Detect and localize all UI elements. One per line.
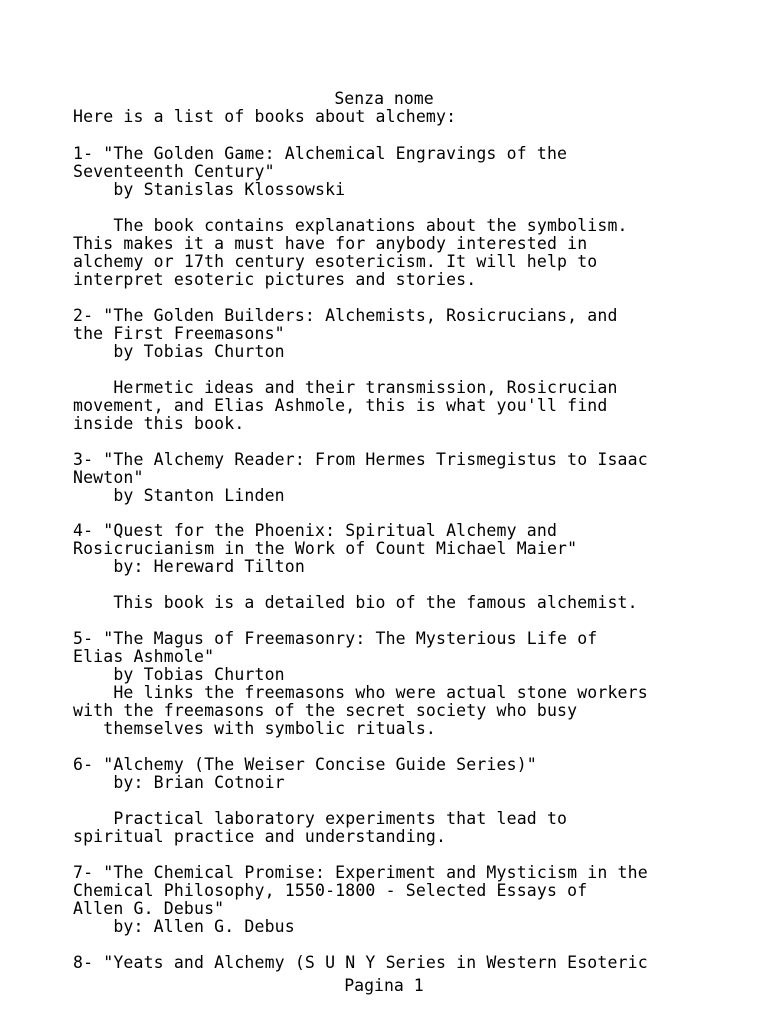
text-line: by: Brian Cotnoir bbox=[73, 773, 285, 792]
text-line: by Stanislas Klossowski bbox=[73, 180, 346, 199]
text-line: alchemy or 17th century esotericism. It will help to bbox=[73, 252, 598, 271]
text-line: themselves with symbolic rituals. bbox=[73, 719, 437, 738]
text-line: The book contains explanations about the symbolism. bbox=[73, 216, 628, 235]
text-line: Seventeenth Century" bbox=[73, 162, 275, 181]
text-line: 4- "Quest for the Phoenix: Spiritual Alchemy and bbox=[73, 521, 558, 540]
text-line: 5- "The Magus of Freemasonry: The Mysterious Life of bbox=[73, 629, 598, 648]
text-line: Newton" bbox=[73, 468, 144, 487]
text-line: movement, and Elias Ashmole, this is what you'll find bbox=[73, 396, 608, 415]
text-line: 8- "Yeats and Alchemy (S U N Y Series in Western Esoteric bbox=[73, 953, 648, 972]
text-line: Allen G. Debus" bbox=[73, 899, 225, 918]
text-line: This makes it a must have for anybody interested in bbox=[73, 234, 588, 253]
text-line: 1- "The Golden Game: Alchemical Engravings of the bbox=[73, 144, 568, 163]
text-line: Hermetic ideas and their transmission, Rosicrucian bbox=[73, 378, 618, 397]
text-line: Rosicrucianism in the Work of Count Michael Maier" bbox=[73, 539, 578, 558]
text-line: This book is a detailed bio of the famous alchemist. bbox=[73, 593, 638, 612]
text-line: inside this book. bbox=[73, 414, 245, 433]
text-line: 6- "Alchemy (The Weiser Concise Guide Series)" bbox=[73, 755, 537, 774]
text-line: interpret esoteric pictures and stories. bbox=[73, 270, 477, 289]
text-line: by Tobias Churton bbox=[73, 665, 285, 684]
text-line: He links the freemasons who were actual stone workers bbox=[73, 683, 648, 702]
text-line: by: Hereward Tilton bbox=[73, 557, 305, 576]
text-line: by Tobias Churton bbox=[73, 342, 285, 361]
text-line: 7- "The Chemical Promise: Experiment and Mysticism in the bbox=[73, 863, 648, 882]
text-line: spiritual practice and understanding. bbox=[73, 827, 447, 846]
text-line: Chemical Philosophy, 1550-1800 - Selected Essays of bbox=[73, 881, 588, 900]
text-line: 3- "The Alchemy Reader: From Hermes Trismegistus to Isaac bbox=[73, 450, 648, 469]
text-line: 2- "The Golden Builders: Alchemists, Rosicrucians, and bbox=[73, 306, 618, 325]
text-line: the First Freemasons" bbox=[73, 324, 285, 343]
text-line: by: Allen G. Debus bbox=[73, 917, 295, 936]
text-line: with the freemasons of the secret society who busy bbox=[73, 701, 578, 720]
text-line: Practical laboratory experiments that lead to bbox=[73, 809, 568, 828]
document-title: Senza nome bbox=[334, 89, 434, 108]
text-line: Elias Ashmole" bbox=[73, 647, 215, 666]
text-line: by Stanton Linden bbox=[73, 486, 285, 505]
intro-line: Here is a list of books about alchemy: bbox=[73, 107, 457, 126]
page-footer: Pagina 1 bbox=[344, 976, 424, 995]
